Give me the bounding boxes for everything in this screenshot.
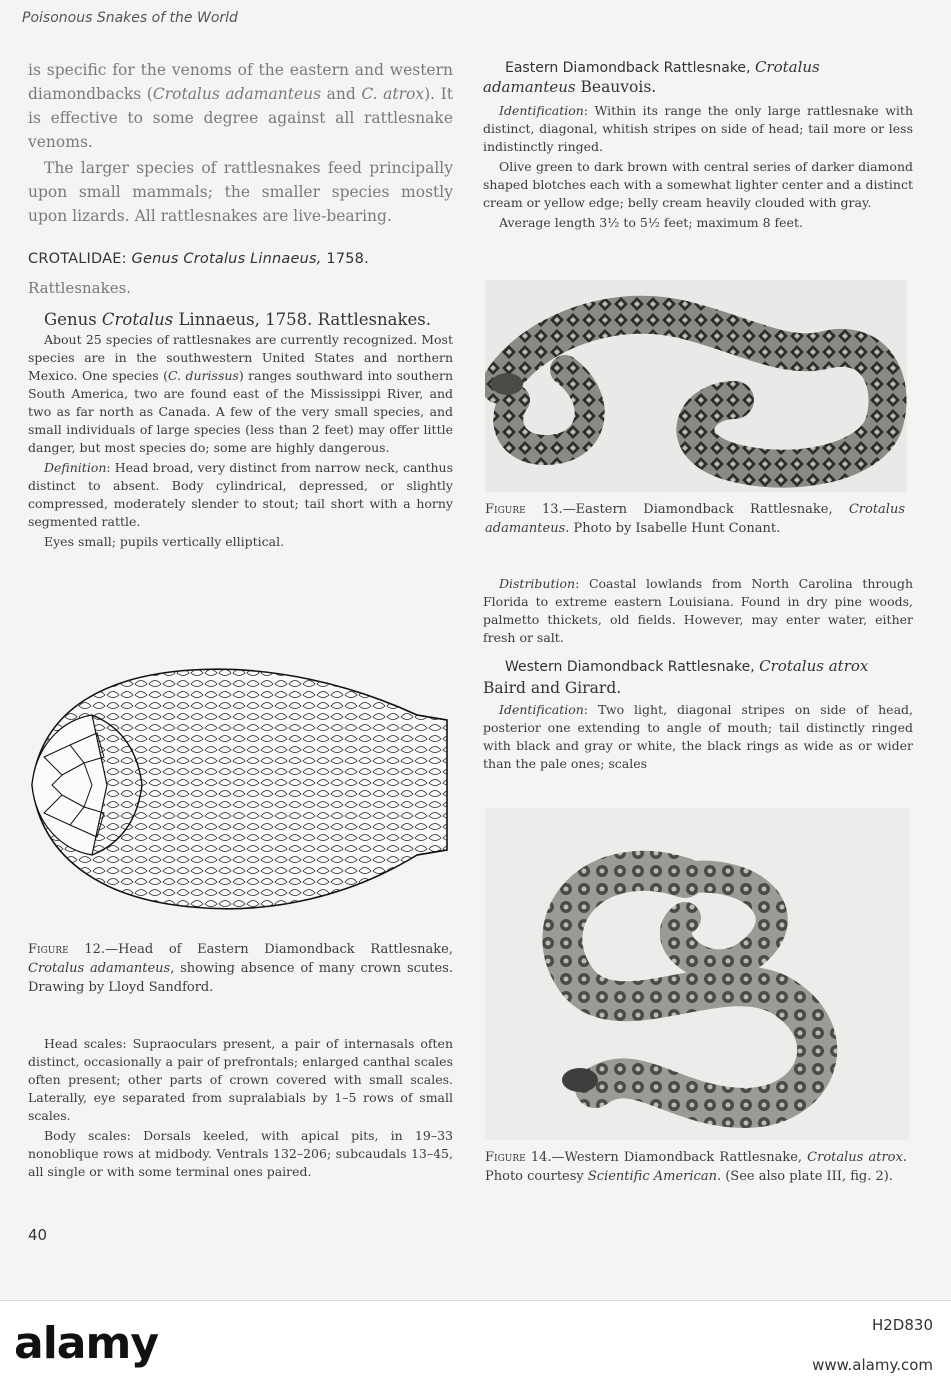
genus-eyes: Eyes small; pupils vertically elliptical. xyxy=(44,534,285,549)
eastern-distribution: Distribution: Coastal lowlands from North Carolina through Florida to extreme eastern Louisiana. Found in dry pine woods, palmetto thickets, old fields. However, may enter water, either fresh or salt. xyxy=(483,576,913,645)
rattlesnake-head-drawing xyxy=(22,645,462,930)
footer-divider xyxy=(0,1300,951,1301)
page-number: 40 xyxy=(28,1226,48,1244)
eastern-coloration: Olive green to dark brown with central series of darker diamond shaped blotches each with a somewhat lighter center and a distinct cream or yellow edge; belly cream heavily clouded with gray. xyxy=(483,159,913,210)
eastern-identification: Identification: Within its range the only large rattlesnake with distinct, diagonal, whitish stripes on side of head; tail more or less indistinctly ringed. xyxy=(483,103,913,154)
figure-13-caption: Figure 13.—Eastern Diamondback Rattlesnake, Crotalus adamanteus. Photo by Isabelle Hunt Conant. xyxy=(485,502,905,536)
footer-url: www.alamy.com xyxy=(812,1356,933,1374)
alamy-logo: alamy xyxy=(14,1318,158,1369)
section-subheading: Rattlesnakes. xyxy=(28,279,132,297)
genus-description: About 25 species of rattlesnakes are currently recognized. Most species are in the southwestern United States and northern Mexico. One species (C. durissus) ranges southward into southern South America, two are found east of the Mississippi River, and two as far north as Canada. A few of the very small species, and small individuals of large species (less than 2 feet) may offer little danger, but most species do; some are highly dangerous. xyxy=(28,332,453,455)
figure-12-caption: Figure 12.—Head of Eastern Diamondback Rattlesnake, Crotalus adamanteus, showing absence of many crown scutes. Drawing by Lloyd Sandford. xyxy=(28,942,453,995)
left-column xyxy=(28,58,453,553)
running-head: Poisonous Snakes of the World xyxy=(22,10,238,26)
right-column-middle xyxy=(483,575,913,775)
intro-paragraph-1: is specific for the venoms of the eastern and western diamondbacks (Crotalus adamanteus and C. atrox). It is effective to some degree against all rattlesnake venoms. xyxy=(28,61,453,151)
eastern-diamondback-photo xyxy=(485,280,907,492)
eastern-length: Average length 3½ to 5½ feet; maximum 8 feet. xyxy=(499,215,803,230)
coiled-snake-image xyxy=(485,280,907,492)
stock-footer xyxy=(0,1300,951,1390)
eastern-diamondback-heading: Eastern Diamondback Rattlesnake, Crotalus adamanteus Beauvois. xyxy=(483,58,820,96)
right-column-top xyxy=(483,58,913,234)
genus-heading: Genus Crotalus Linnaeus, 1758. Rattlesnakes. xyxy=(44,310,431,329)
scales-text xyxy=(28,1035,453,1183)
body-scales-paragraph: Body scales: Dorsals keeled, with apical pits, in 19–33 nonoblique rows at midbody. Ventrals 132–206; subcaudals 13–45, all single or with some terminal ones paired. xyxy=(28,1128,453,1179)
head-scales-paragraph: Head scales: Supraoculars present, a pair of internasals often distinct, occasionally a pair of prefrontals; enlarged canthal scales often present; other parts of crown covered with small scales. Laterally, eye separated from supralabials by 1–5 rows of small scales. xyxy=(28,1036,453,1123)
figure-14-caption: Figure 14.—Western Diamondback Rattlesnake, Crotalus atrox. Photo courtesy Scientific American. (See also plate III, fig. 2). xyxy=(485,1150,907,1184)
image-id: H2D830 xyxy=(871,1316,933,1334)
genus-definition: Definition: Head broad, very distinct from narrow neck, canthus distinct to absent. Body cylindrical, depressed, or slightly compressed, moderately slender to stout; tail short with a horny segmented rattle. xyxy=(28,460,453,529)
intro-paragraph-2: The larger species of rattlesnakes feed principally upon small mammals; the smaller species mostly upon lizards. All rattlesnakes are live-bearing. xyxy=(28,159,453,225)
western-diamondback-authority: Baird and Girard. xyxy=(483,679,622,697)
western-identification: Identification: Two light, diagonal stripes on side of head, posterior one extending to angle of mouth; tail distinctly ringed with black and gray or white, the black rings as wide as or wider than the pale ones; scales xyxy=(483,702,913,771)
coiled-snake-image-2 xyxy=(485,808,909,1140)
western-diamondback-photo xyxy=(485,808,909,1140)
western-diamondback-heading: Western Diamondback Rattlesnake, Crotalus atrox xyxy=(505,657,869,675)
section-heading: CROTALIDAE: Genus Crotalus Linnaeus, 1758. xyxy=(28,251,369,267)
